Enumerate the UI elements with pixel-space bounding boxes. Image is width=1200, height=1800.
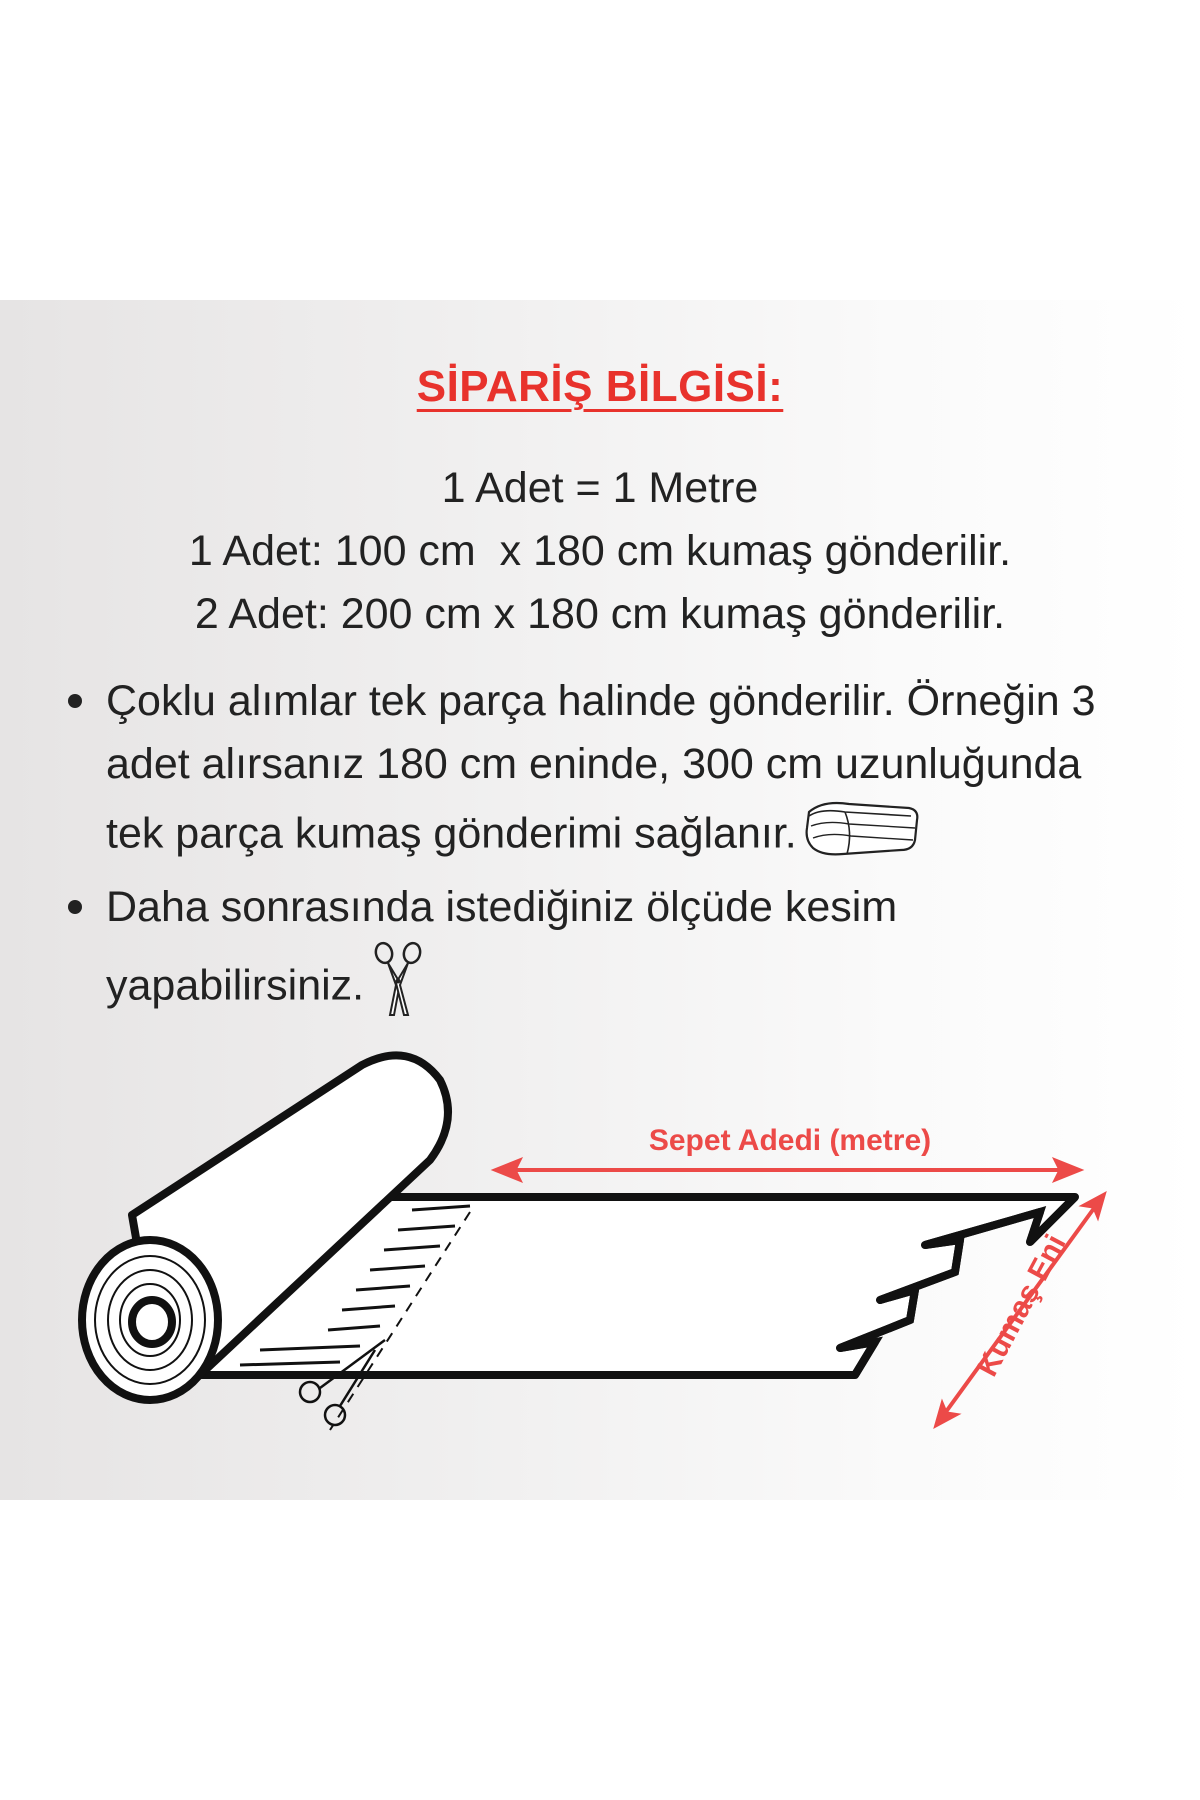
roll-end: [82, 1240, 218, 1400]
info-line-one-unit: 1 Adet: 100 cm x 180 cm kumaş gönderilir.: [188, 527, 1012, 575]
bullet-line: adet alırsanız 180 cm eninde, 300 cm uzunluğunda: [106, 740, 1082, 788]
info-line-unit: 1 Adet = 1 Metre: [441, 464, 759, 512]
width-label: Kumaş Eni: [970, 1229, 1073, 1382]
bullet-line: tek parça kumaş gönderimi sağlanır.: [106, 809, 797, 858]
bullet-item-multi-purchase: [60, 670, 1170, 876]
length-label: Sepet Adedi (metre): [648, 1124, 932, 1157]
info-line-two-units: 2 Adet: 200 cm x 180 cm kumaş gönderilir.: [194, 590, 1006, 638]
bullet-list: [60, 670, 1170, 1037]
bullet-line: Daha sonrasında istediğiniz ölçüde kesim: [106, 883, 898, 931]
bullet-item-cutting: [60, 876, 1170, 1037]
bullet-dot: [68, 694, 82, 708]
fabric-roll-diagram: [0, 1020, 1200, 1460]
length-arrow: [492, 1158, 1083, 1182]
bullet-line: Çoklu alımlar tek parça halinde gönderilir. Örneğin 3: [106, 677, 1096, 725]
bullet-dot: [68, 900, 82, 914]
folded-fabric-icon: [803, 796, 923, 876]
page-title: SİPARİŞ BİLGİSİ:: [416, 362, 784, 411]
bullet-line: yapabilirsiniz.: [106, 961, 365, 1010]
